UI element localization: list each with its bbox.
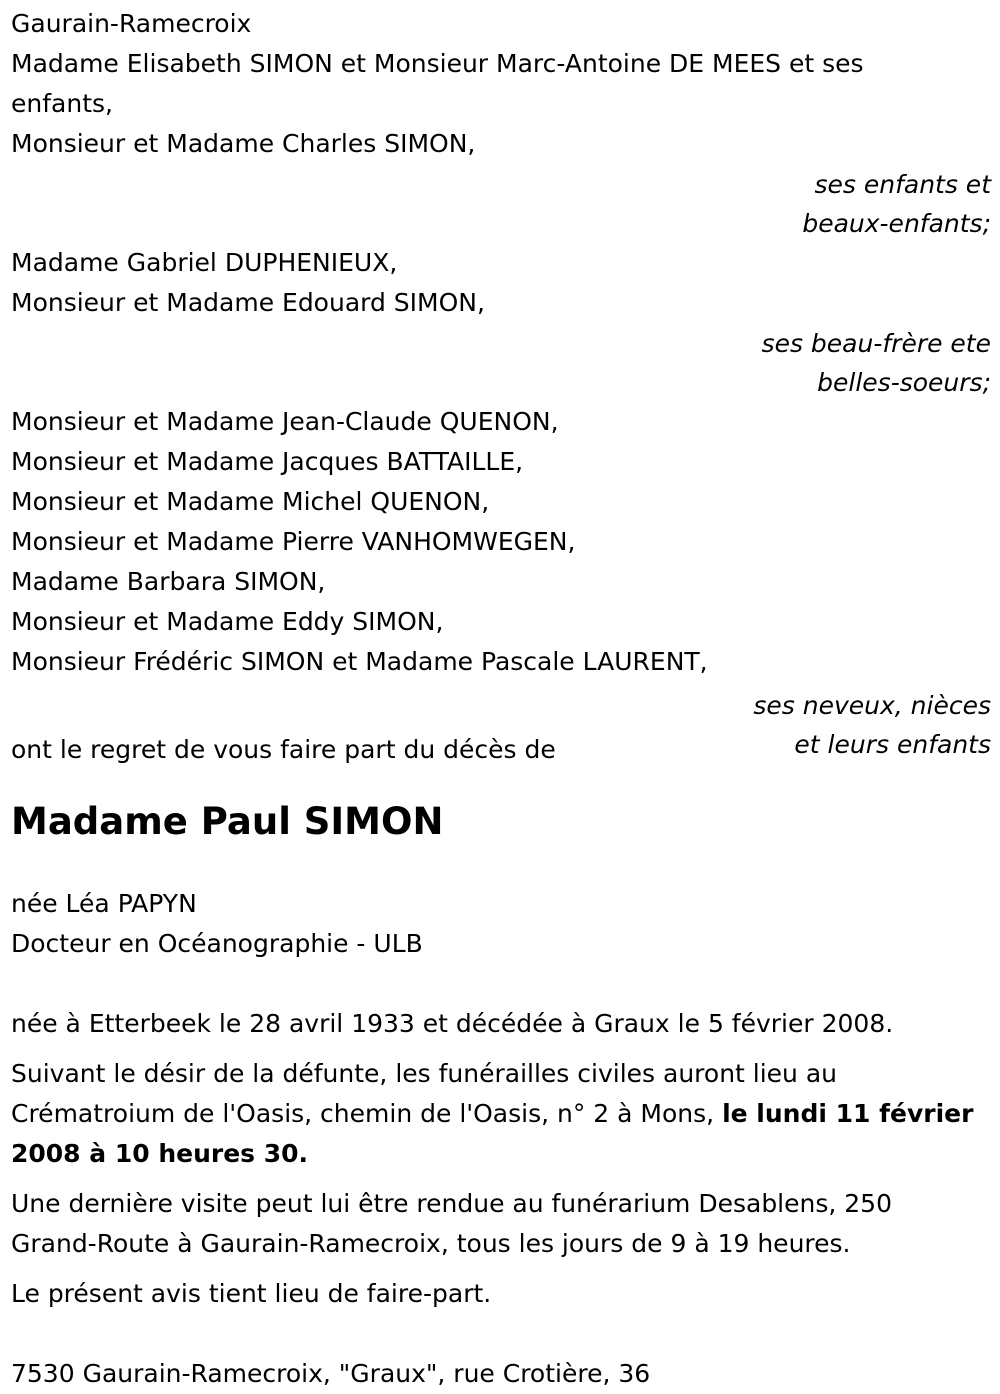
funeral-text: Suivant le désir de la défunte, les funérailles civiles auront lieu au Crématroium de l'Oasis, chemin de l'Oasis, n° 2 à Mons, [11, 1059, 838, 1128]
family-name-line: Monsieur et Madame Eddy SIMON, [11, 607, 444, 636]
notice-text: Le présent avis tient lieu de faire-part. [11, 1279, 492, 1308]
family-name-line: Monsieur et Madame Jean-Claude QUENON, [11, 407, 559, 436]
funeral-paragraph [11, 1054, 991, 1174]
funeral-date: le lundi 11 février 2008 à 10 heures 30. [11, 1099, 974, 1168]
role-line: ses enfants et [814, 170, 991, 199]
family-name-line: Monsieur Frédéric SIMON et Madame Pascale LAURENT, [11, 647, 708, 676]
birth-death: née à Etterbeek le 28 avril 1933 et décédée à Graux le 5 février 2008. [11, 1009, 894, 1038]
family-name-line: Monsieur et Madame Edouard SIMON, [11, 288, 485, 317]
family-group-nephews [11, 402, 991, 762]
family-group-children [11, 44, 991, 243]
header-place: Gaurain-Ramecroix [11, 9, 252, 38]
family-name-line: Monsieur et Madame Jacques BATTAILLE, [11, 447, 524, 476]
visit-paragraph: Une dernière visite peut lui être rendue au funérarium Desablens, 250 Grand-Route à Gaurain-Ramecroix, tous les jours de 9 à 19 heures. [11, 1189, 892, 1258]
family-name-line: Monsieur et Madame Charles SIMON, [11, 129, 476, 158]
role-line: ses beau-frère ete [761, 329, 991, 358]
role-line: ses neveux, nièces [753, 691, 991, 720]
family-name-line: Madame Elisabeth SIMON et Monsieur Marc-Antoine DE MEES et ses enfants, [11, 49, 864, 118]
family-group-in-laws [11, 243, 991, 402]
family-name-line: Madame Gabriel DUPHENIEUX, [11, 248, 398, 277]
family-name-line: Monsieur et Madame Pierre VANHOMWEGEN, [11, 527, 576, 556]
role-caption [11, 324, 991, 402]
role-line: et leurs enfants [794, 730, 991, 759]
role-caption [11, 165, 991, 243]
address: 7530 Gaurain-Ramecroix, "Graux", rue Crotière, 36 [11, 1359, 651, 1388]
family-name-line: Madame Barbara SIMON, [11, 567, 326, 596]
role-line: belles-soeurs; [817, 368, 991, 397]
maiden-name: née Léa PAPYN [11, 889, 197, 918]
announce-row [11, 682, 991, 762]
family-name-line: Monsieur et Madame Michel QUENON, [11, 487, 490, 516]
deceased-title: Docteur en Océanographie - ULB [11, 929, 423, 958]
obituary-notice [11, 4, 991, 1394]
role-line: beaux-enfants; [802, 209, 991, 238]
announcement: ont le regret de vous faire part du décès de [11, 735, 556, 764]
deceased-name: Madame Paul SIMON [11, 800, 444, 843]
